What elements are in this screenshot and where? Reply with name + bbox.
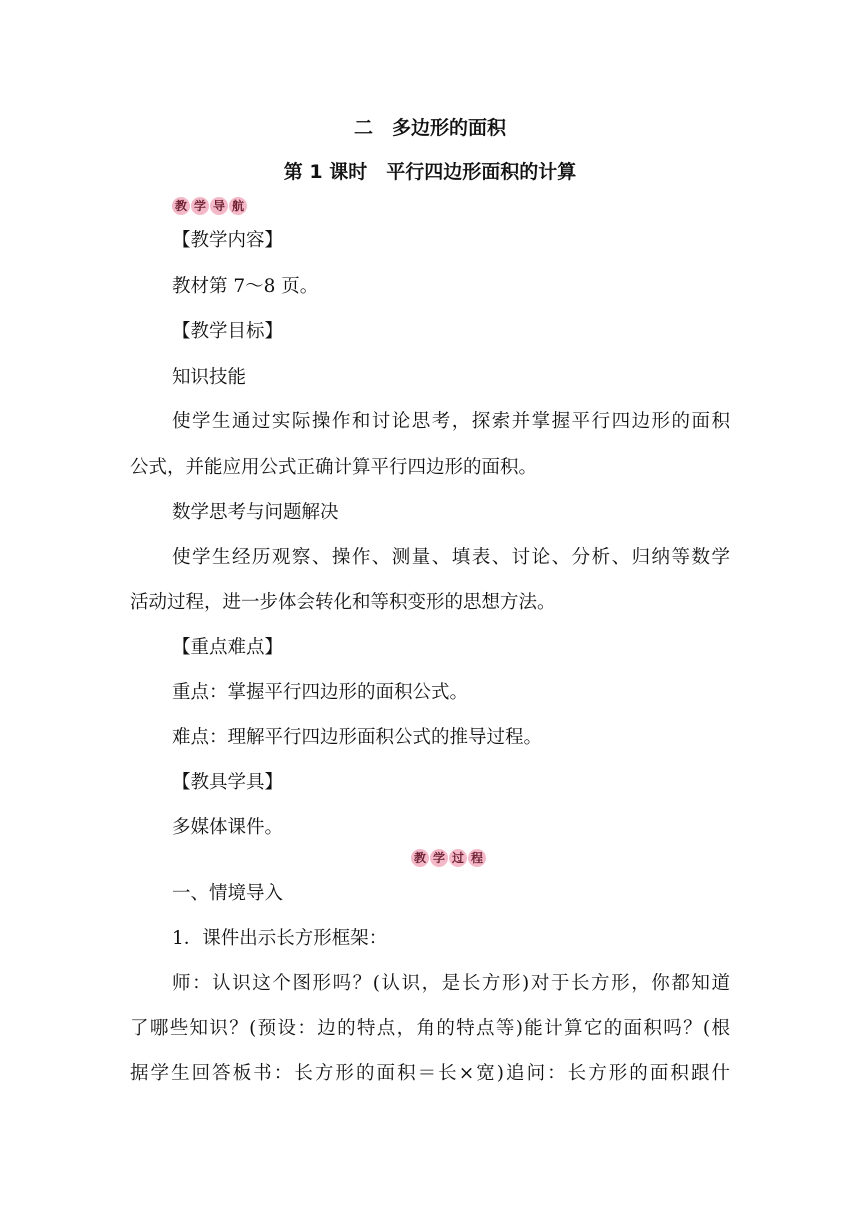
goals-heading: 【教学目标】: [172, 321, 284, 342]
goal1-line1: 使学生通过实际操作和讨论思考，探索并掌握平行四边形的面积: [172, 411, 730, 432]
badge-char: 教: [172, 197, 190, 215]
badge-char: 航: [229, 197, 247, 215]
tools-text: 多媒体课件。: [172, 817, 284, 838]
key-point: 重点：掌握平行四边形的面积公式。: [172, 682, 469, 703]
badge-char: 程: [468, 849, 486, 867]
chapter-title: 二 多边形的面积: [353, 117, 506, 139]
para-line2: 了哪些知识？(预设：边的特点，角的特点等)能计算它的面积吗？(根: [130, 1018, 730, 1039]
badge-char: 教: [411, 849, 429, 867]
content-text: 教材第 7～8 页。: [172, 276, 319, 297]
goal1-line2: 公式，并能应用公式正确计算平行四边形的面积。: [130, 457, 538, 478]
goal2-title: 数学思考与问题解决: [172, 502, 339, 523]
para-line1: 师：认识这个图形吗？(认识，是长方形)对于长方形，你都知道: [172, 973, 730, 994]
badge-char: 过: [449, 849, 467, 867]
tools-heading: 【教具学具】: [172, 772, 284, 793]
lesson-title: 第 1 课时 平行四边形面积的计算: [283, 161, 577, 183]
key-heading: 【重点难点】: [172, 637, 284, 658]
step1-item1: 1．课件出示长方形框架：: [172, 928, 388, 949]
difficult-point: 难点：理解平行四边形面积公式的推导过程。: [172, 727, 543, 748]
goal2-line2: 活动过程，进一步体会转化和等积变形的思想方法。: [130, 592, 556, 613]
content-heading: 【教学内容】: [172, 230, 284, 251]
badge-char: 学: [430, 849, 448, 867]
goal2-line1: 使学生经历观察、操作、测量、填表、讨论、分析、归纳等数学: [172, 547, 730, 568]
goal1-title: 知识技能: [172, 367, 247, 388]
teaching-process-badge: [411, 847, 486, 869]
para-line3: 据学生回答板书：长方形的面积＝长×宽)追问：长方形的面积跟什: [130, 1063, 730, 1084]
badge-char: 导: [210, 197, 228, 215]
badge-char: 学: [191, 197, 209, 215]
teaching-guide-badge: [172, 195, 247, 217]
step1-title: 一、情境导入: [172, 883, 284, 904]
